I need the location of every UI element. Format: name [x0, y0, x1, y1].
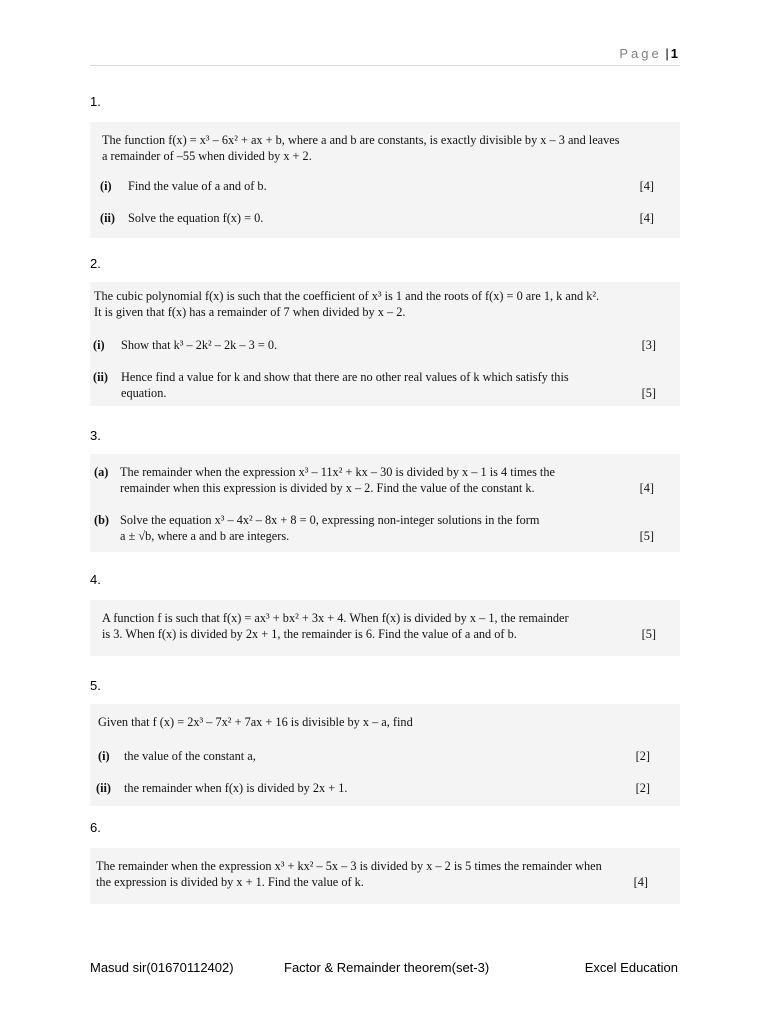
question-4-box	[90, 600, 680, 656]
question-number: 5.	[90, 678, 101, 693]
question-text: the expression is divided by x + 1. Find the value of k.	[96, 875, 364, 889]
part-text: Show that k³ – 2k² – 2k – 3 = 0.	[121, 338, 278, 352]
part-text: Find the value of a and of b.	[128, 179, 267, 193]
marks-label: [5]	[641, 386, 656, 400]
question-number: 4.	[90, 572, 101, 587]
footer-author: Masud sir(01670112402)	[90, 960, 234, 975]
page-number: 1	[670, 46, 678, 61]
question-number: 1.	[90, 94, 101, 109]
part-text: Solve the equation x³ – 4x² – 8x + 8 = 0, expressing non-integer solutions in the form	[120, 513, 540, 527]
part-text: a ± √b, where a and b are integers.	[120, 529, 290, 543]
part-label: (a)	[94, 465, 109, 479]
question-3-box	[90, 454, 680, 552]
part-text: Solve the equation f(x) = 0.	[128, 211, 264, 225]
question-text: The function f(x) = x³ – 6x² + ax + b, where a and b are constants, is exactly divisible by x – 3 and leaves	[102, 133, 620, 147]
part-label: (i)	[98, 749, 110, 763]
part-text: the value of the constant a,	[124, 749, 256, 763]
question-2-box	[90, 282, 680, 406]
page-word: Page	[619, 46, 662, 61]
question-1-box	[90, 122, 680, 238]
marks-label: [3]	[641, 338, 656, 352]
part-label: (i)	[100, 179, 112, 193]
question-number: 3.	[90, 428, 101, 443]
part-label: (i)	[93, 338, 105, 352]
part-text: equation.	[121, 386, 167, 400]
marks-label: [4]	[633, 875, 648, 889]
marks-label: [5]	[641, 627, 656, 641]
marks-label: [4]	[639, 179, 654, 193]
part-label: (ii)	[100, 211, 116, 225]
page-header	[90, 46, 680, 66]
page-separator: |	[665, 46, 669, 61]
part-text: the remainder when f(x) is divided by 2x + 1.	[124, 781, 348, 795]
part-label: (ii)	[93, 370, 109, 384]
marks-label: [2]	[635, 749, 650, 763]
marks-label: [5]	[639, 529, 654, 543]
part-label: (b)	[94, 513, 110, 527]
marks-label: [4]	[639, 211, 654, 225]
question-text: Given that f (x) = 2x³ – 7x² + 7ax + 16 is divisible by x – a, find	[98, 715, 413, 729]
question-text: a remainder of –55 when divided by x + 2.	[102, 149, 312, 163]
question-text: It is given that f(x) has a remainder of 7 when divided by x – 2.	[94, 305, 406, 319]
marks-label: [2]	[635, 781, 650, 795]
part-label: (ii)	[96, 781, 112, 795]
part-text: The remainder when the expression x³ – 11x² + kx – 30 is divided by x – 1 is 4 times the	[120, 465, 555, 479]
question-text: is 3. When f(x) is divided by 2x + 1, the remainder is 6. Find the value of a and of b.	[102, 627, 517, 641]
part-text: Hence find a value for k and show that there are no other real values of k which satisfy this	[121, 370, 569, 384]
question-5-box	[90, 704, 680, 806]
question-number: 6.	[90, 820, 101, 835]
footer-organization: Excel Education	[584, 960, 678, 975]
question-number: 2.	[90, 256, 101, 271]
question-text: A function f is such that f(x) = ax³ + bx² + 3x + 4. When f(x) is divided by x – 1, the remainder	[102, 611, 569, 625]
question-text: The remainder when the expression x³ + kx² – 5x – 3 is divided by x – 2 is 5 times the remainder when	[96, 859, 602, 873]
part-text: remainder when this expression is divided by x – 2. Find the value of the constant k.	[120, 481, 535, 495]
question-6-box	[90, 848, 680, 904]
page-number-label	[619, 46, 678, 61]
question-text: The cubic polynomial f(x) is such that the coefficient of x³ is 1 and the roots of f(x) = 0 are 1, k and k².	[94, 289, 600, 303]
footer-title: Factor & Remainder theorem(set-3)	[284, 960, 490, 975]
marks-label: [4]	[639, 481, 654, 495]
